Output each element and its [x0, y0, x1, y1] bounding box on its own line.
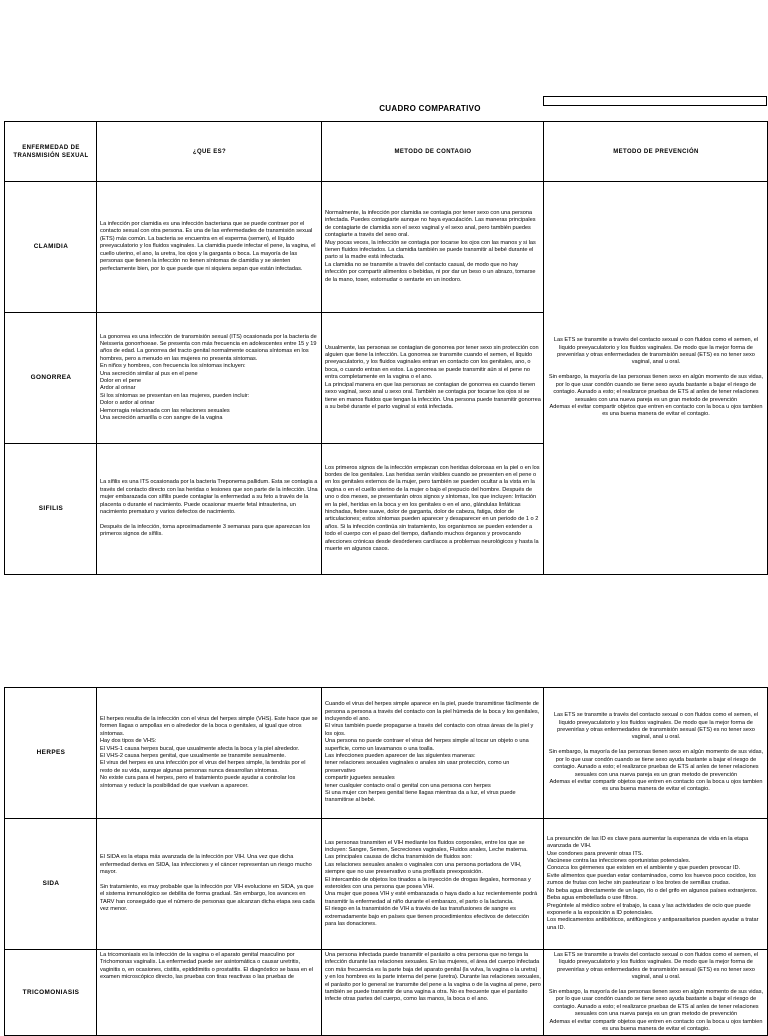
contagion-cell: Usualmente, las personas se contagian de gonorrea por tener sexo sin protección con alguien que tiene la infección. La gonorrea se transmite cuando el semen, el líquido preeyaculatorio, y los fluidos vaginales entran en contacto con los genitales, ano, o boca, o cuando entran en estos. La gonorrea se puede transmitir aún si el pene no entra completamente en la vagina o el ano. La principal manera en que las personas se contagian de gonorrea es cuando tienen sexo vaginal, sexo anal u sexo oral. También se contagia por tocarse los ojos si se tiene en manos fluidos que tengan la infección. Una persona puede transmitir gonorrea a su bebé durante el parto vaginal si está infectada. [322, 313, 544, 444]
disease-name: HERPES [5, 688, 97, 819]
table-header-row [5, 122, 768, 182]
table-row [5, 950, 768, 1036]
disease-name: CLAMIDIA [5, 182, 97, 313]
document-title: CUADRO COMPARATIVO [379, 104, 481, 113]
disease-name: SIDA [5, 819, 97, 950]
top-right-box [543, 96, 767, 106]
header-prevention: METODO DE PREVENCIÓN [544, 122, 768, 182]
disease-name: SIFILIS [5, 444, 97, 575]
comparison-table-page-1 [4, 121, 768, 575]
contagion-cell: Una persona infectada puede transmitir el parásito a otra persona que no tenga la infección durante las relaciones sexuales. En las mujeres, el área del cuerpo infectada con más frecuencia es la parte baja del aparato genital (la vulva, la vagina o la uretra) y en los hombres es la parte interna del pene (uretra). Durante las relaciones sexuales, el parásito por lo general se transmite del pene a la vagina o de la vagina al pene, pero también se puede transmitir de una vagina a otra. No es frecuente que el parásito infecte otras partes del cuerpo, como las manos, la boca o el ano. [322, 950, 544, 1036]
what-cell: El SIDA es la etapa más avanzada de la infección por VIH. Una vez que dicha enfermedad deriva en SIDA, las infecciones y el cáncer representan un riesgo mucho mayor. Sin tratamiento, es muy probable que la infección por VIH evolucione en SIDA, ya que el sistema inmunológico se debilita de forma gradual. Sin embargo, los avances en TARV han conseguido que el número de personas que alcanzan dicha etapa sea cada vez menor. [97, 819, 322, 950]
header-what: ¿QUE ES? [97, 122, 322, 182]
what-cell: La infección por clamidia es una infección bacteriana que se puede contraer por el contacto sexual con otra persona. Es una de las enfermedades de transmisión sexual (ETS) más común. La bacteria se encuentra en el esperma (semen), el líquido preeyaculatorio y los fluidos vaginales. La clamidia puede infectar el pene, la vagina, el cuello uterino, el ano, la uretra, los ojos y la garganta o boca. La mayoría de las personas que tienen la infección no tienen síntomas de clamidia y se sienten perfectamente bien, por lo que puede que ni siquiera sepan que están infectadas. [97, 182, 322, 313]
prevention-cell: La presunción de las ID es clave para aumentar la esperanza de vida en la etapa avanzada de VIH. Use condones para prevenir otras ITS. Vacúnese contra las infecciones oportunistas potenciales. Conozca los gérmenes que existen en el ambiente y que pueden provocar ID. Evite alimentos que puedan estar contaminados, como los huevos poco cocidos, los zumos de frutas con leche sin pasteurizar o los brotes de semillas crudas. No beba agua directamente de un lago, río o del grifo en algunos países extranjeros. Beba agua embotellada o use filtros. Pregúntele al médico sobre el trabajo, la casa y las actividades de ocio que puede exponerle a la exposición a ID potenciales. Los medicamentos antibióticos, antifúngicos y antiparasitarios pueden ayudar a tratar una ID. [544, 819, 768, 950]
contagion-cell: Normalmente, la infección por clamidia se contagia por tener sexo con una persona infectada. Puedes contagiarte aunque no haya eyaculación. Las maneras principales de contagiarte de clamidia son el sexo vaginal y el sexo anal, pero también puedes contagiarte a través del sexo oral. Muy pocas veces, la infección se contagia por tocarse los ojos con las manos y si las tienen fluidos infectados. La clamidia también se puede transmitir al bebé durante el parto si la madre está infectada. La clamidia no se transmite a través del contacto casual, de modo que no hay infección por compartir alimentos o bebidas, ni por dar un beso o un abrazo, tomarse de la mano, toser, estornudar o sentarte en un inodoro. [322, 182, 544, 313]
disease-name: TRICOMONIASIS [5, 950, 97, 1036]
header-contagion: METODO DE CONTAGIO [322, 122, 544, 182]
table-row [5, 688, 768, 819]
what-cell: La tricomoniasis es la infección de la vagina o el aparato genital masculino por Trichomonas vaginalis. La enfermedad puede ser asintomática o causar uretritis, vaginitis o, en ocasiones, cistitis, epididimitis o prostatitis. El diagnóstico se basa en el examen microscópico directo, las pruebas con tiras reactivas o las pruebas de [97, 950, 322, 1036]
what-cell: La gonorrea es una infección de transmisión sexual (ITS) ocasionada por la bacteria de Neisseria gonorrhoeae. Se presenta con más frecuencia en adolescentes entre 15 y 19 años de edad. La gonorrea del tracto genital normalmente ocasiona síntomas en los hombres, pero a menudo en las mujeres no presenta síntomas. En niños y hombres, con frecuencia los síntomas incluyen: Una secreción similar al pus en el pene Dolor en el pene Ardor al orinar Si los síntomas se presentan en las mujeres, pueden incluir: Dolor o ardor al orinar Hemorragia relacionada con las relaciones sexuales Una secreción amarilla o con sangre de la vagina [97, 313, 322, 444]
header-disease: ENFERMEDAD DE TRANSMISIÓN SEXUAL [5, 122, 97, 182]
prevention-cell: Las ETS se transmite a través del contacto sexual o con fluidos como el semen, el liquido preeyaculatorio y los fluidos vaginales. De modo que la mejor forma de prevenirlas y otras enfermedades de transmisión sexual (ETS) es no tener sexo vaginal, anal u oral. Sin embargo, la mayoría de las personas tienen sexo en algún momento de sus vidas, por lo que usar condón cuando se tiene sexo ayuda bastante a bajar el riesgo de contagio. Aunado a esto; el realizarce pruebas de ETS al anles de tener relaciones sexuales con una nueva pareja es un gran metodo de prevención Ademas el evitar compartir objetos que entren en contacto con la boca u ojos tambien es una buena manera de evitar el contagio. [544, 688, 768, 819]
contagion-cell: Los primeros signos de la infección empiezan con heridas dolorosas en la piel o en los bordes de los genitales. Las heridas serán visibles cuando se presenten en el pene o en los genitales externos de la mujer, pero también se pueden ocultar a la vista en la vagina o en el cuello uterino de la mujer o bajo el prepucio del hombre. Después de uno o dos meses, se presentarán otros signos y síntomas, los que incluyen: Irritación en la piel, heridas en la boca y en los genitales o en el ano, glándulas linfáticas hinchadas, fiebre suave, dolor de garganta, dolor de cabeza, fatiga, dolor de articulaciones; estos síntomas pueden aparecer y desaparecer en un periodo de 1 o 2 años. Si la infección continúa sin tratamiento, los organismos se pueden extender a todo el cuerpo con el paso del tiempo, dañando muchos órganos y provocando afecciones crónicas desde desórdenes cardíacos a problemas neurológicos y hasta la muerte en algunos casos. [322, 444, 544, 575]
disease-name: GONORREA [5, 313, 97, 444]
comparison-table-page-2 [4, 687, 768, 1036]
contagion-cell: Las personas transmiten el VIH mediante los fluidos corporales, entre los que se incluyen: Sangre, Semen, Secreciones vaginales, Fluidos anales, Leche materna. Las principales causas de dicha transmisión de fluidos son: Las relaciones sexuales anales o vaginales con una persona portadora de VIH, siempre que no use preservativo o una profilaxis preexposición. El intercambio de objetos los tinados a la inyección de drogas ilegales, hormonas y esteroides con una persona que posea VIH. Una mujer que posea VIH y esté embarazada o haya dado a luz recientemente podrá transmitir la enfermedad al niño durante el embarazo, el parto o la lactancia. El riesgo en la transmisión de VIH a través de las transfusiones de sangre es extremadamente bajo en países que tienen procedimientos efectivos de detección para las donaciones. [322, 819, 544, 950]
table-row [5, 182, 768, 313]
what-cell: El herpes resulta de la infección con el virus del herpes simple (VHS). Este hace que se formen llagas o ampollas en o alrededor de la boca o genitales, al igual que otros síntomas. Hay dos tipos de VHS: El VHS-1 causa herpes bucal, que usualmente afecta la boca y la piel alrededor. El VHS-2 causa herpes genital, que usualmente se transmite sexualmente. El virus del herpes es una infección por el virus del herpes simple, la tendrás por el resto de su vida, aunque algunas personas nunca desarrollan síntomas. No existe cura para el herpes, pero el tratamiento puede ayudar a controlar los síntomas y reducir la posibilidad de que vuelvan a aparecer. [97, 688, 322, 819]
what-cell: La sífilis es una ITS ocasionada por la bacteria Treponema pallidum. Esta se contagia a través del contacto directo con las heridas o lesiones que son parte de la infección. Una mujer embarazada con sífilis puede contagiar la enfermedad a su feto a través de la placenta o durante el nacimiento. Puede ocasionar muerte fetal intrauterina, un nacimiento prematuro y varios defectos de nacimiento. Después de la infección, toma aproximadamente 3 semanas para que aparezcan los primeros signos de sífilis. [97, 444, 322, 575]
prevention-cell: Las ETS se transmite a través del contacto sexual o con fluidos como el semen, el liquido preeyaculatorio y los fluidos vaginales. De modo que la mejor forma de prevenirlas y otras enfermedades de transmisión sexual (ETS) es no tener sexo vaginal, anal u oral. Sin embargo, la mayoría de las personas tienen sexo en algún momento de sus vidas, por lo que usar condón cuando se tiene sexo ayuda bastante a bajar el riesgo de contagio. Aunado a esto; el realizarce pruebas de ETS al anles de tener relaciones sexuales con una nueva pareja es un gran metodo de prevención Ademas el evitar compartir objetos que entren en contacto con la boca u ojos tambien es una buena manera de evitar el contagio. [544, 950, 768, 1036]
prevention-cell: Las ETS se transmite a través del contacto sexual o con fluidos como el semen, el liquido preeyaculatorio y los fluidos vaginales. De modo que la mejor forma de prevenirlas y otras enfermedades de transmisión sexual (ETS) es no tener sexo vaginal, anal u oral. Sin embargo, la mayoría de las personas tienen sexo en algún momento de sus vidas, por lo que usar condón cuando se tiene sexo ayuda bastante a bajar el riesgo de contagio. Aunado a esto; el realizarce pruebas de ETS al anles de tener relaciones sexuales con una nueva pareja es un gran metodo de prevención Ademas el evitar compartir objetos que entren en contacto con la boca u ojos tambien es una buena manera de evitar el contagio. [544, 182, 768, 575]
contagion-cell: Cuando el virus del herpes simple aparece en la piel, puede transmitirse fácilmente de persona a persona a través del contacto con la piel húmeda de la boca y los genitales, incluyendo el ano. El virus también puede propagarse a través del contacto con otras áreas de la piel y los ojos. Una persona no puede contraer el virus del herpes simple al tocar un objeto o una superficie, como un lavamanos o una toalla. Las infecciones pueden aparecer de las siguientes maneras: tener relaciones sexuales vaginales o anales sin usar protección, como un preservativo compartir juguetes sexuales tener cualquier contacto oral o genital con una persona con herpes Si una mujer con herpes genital tiene llagas mientras da a luz, el virus puede transmitirse al bebé. [322, 688, 544, 819]
table-row [5, 819, 768, 950]
